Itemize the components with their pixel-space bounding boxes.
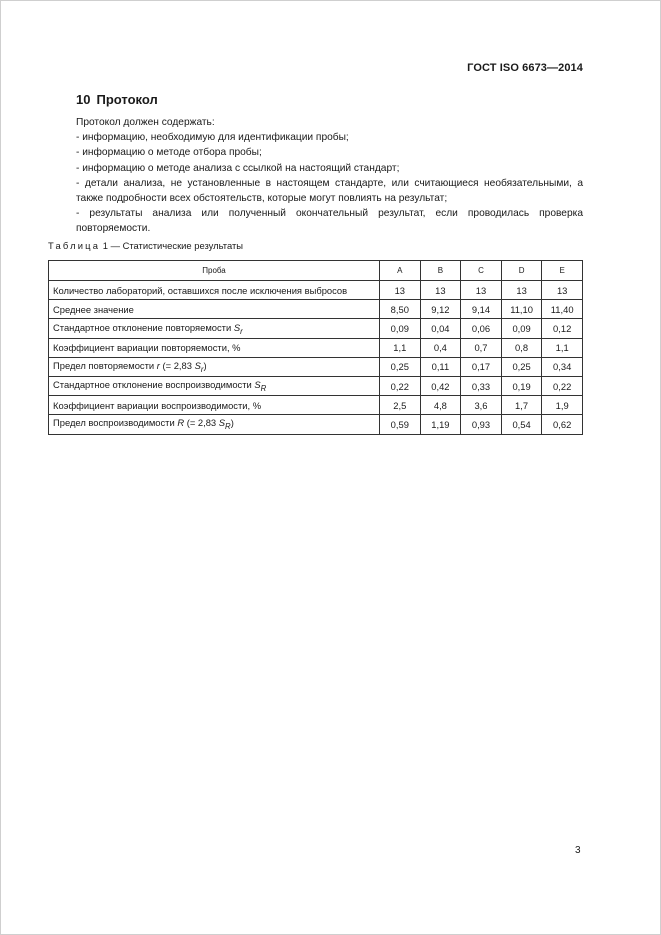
parameter-cell xyxy=(49,357,380,376)
list-item: - информацию о методе отбора пробы; xyxy=(76,147,262,159)
value-cell: 0,22 xyxy=(542,376,583,395)
value-cell: 1,19 xyxy=(420,415,461,434)
table-row xyxy=(49,281,583,300)
table-row xyxy=(49,300,583,319)
header-c: C xyxy=(461,261,502,281)
parameter-cell xyxy=(49,396,380,415)
parameter-cell xyxy=(49,338,380,357)
list-item: - результаты анализа или полученный окончательный результат, если проводилась проверка повторяемости. xyxy=(76,208,583,235)
value-cell: 0,11 xyxy=(420,357,461,376)
header-e: E xyxy=(542,261,583,281)
document-code: ГОСТ ISO 6673—2014 xyxy=(467,62,583,74)
value-cell: 0,59 xyxy=(380,415,421,434)
parameter-label: Коэффициент вариации повторяемости, % xyxy=(53,342,241,354)
parameter-label: Стандартное отклонение воспроизводимости xyxy=(53,379,252,391)
symbol-subscript: r xyxy=(240,326,243,336)
value-cell: 0,93 xyxy=(461,415,502,434)
header-a: A xyxy=(380,261,421,281)
list-item: - детали анализа, не установленные в настоящем стандарте, или считающиеся необязательными, а также подробности всех обстоятельств, которые могут повлиять на результат; xyxy=(76,177,583,205)
value-cell: 13 xyxy=(461,281,502,300)
formula-part: (= 2,83 xyxy=(162,359,192,371)
table-header-row xyxy=(49,261,583,281)
value-cell: 0,34 xyxy=(542,357,583,376)
section-body xyxy=(76,115,583,237)
value-cell: 1,1 xyxy=(542,338,583,357)
symbol: S xyxy=(233,321,241,333)
parameter-cell xyxy=(49,376,380,395)
table-row xyxy=(49,357,583,376)
value-cell: 0,54 xyxy=(501,415,542,434)
value-cell: 0,09 xyxy=(380,319,421,338)
value-cell: 1,7 xyxy=(501,396,542,415)
header-sample: Проба xyxy=(49,261,380,281)
symbol-subscript: r xyxy=(200,364,204,374)
symbol: S xyxy=(218,417,226,429)
value-cell: 4,8 xyxy=(420,396,461,415)
value-cell: 0,7 xyxy=(461,338,502,357)
symbol-subscript: R xyxy=(260,383,267,393)
parameter-cell xyxy=(49,300,380,319)
symbol: S xyxy=(254,379,261,391)
value-cell: 0,12 xyxy=(542,319,583,338)
formula-part: ) xyxy=(203,359,207,371)
value-cell: 13 xyxy=(420,281,461,300)
value-cell: 11,10 xyxy=(501,300,542,319)
value-cell: 1,9 xyxy=(542,396,583,415)
list-item: - информацию о методе анализа с ссылкой на настоящий стандарт; xyxy=(76,162,400,174)
header-d: D xyxy=(501,261,542,281)
value-cell: 13 xyxy=(542,281,583,300)
value-cell: 8,50 xyxy=(380,300,421,319)
statistics-table xyxy=(48,260,583,435)
formula-part: ) xyxy=(230,417,234,429)
header-b: B xyxy=(420,261,461,281)
value-cell: 3,6 xyxy=(461,396,502,415)
table-row xyxy=(49,396,583,415)
symbol: S xyxy=(194,359,201,371)
value-cell: 0,04 xyxy=(420,319,461,338)
value-cell: 0,06 xyxy=(461,319,502,338)
parameter-label: Предел воспроизводимости xyxy=(53,417,175,429)
list-item: - информацию, необходимую для идентификации пробы; xyxy=(76,132,349,144)
parameter-cell xyxy=(49,415,380,434)
section-title: Протокол xyxy=(96,92,158,107)
value-cell: 0,09 xyxy=(501,319,542,338)
value-cell: 0,25 xyxy=(380,357,421,376)
value-cell: 2,5 xyxy=(380,396,421,415)
table-row xyxy=(49,319,583,338)
parameter-label: Предел повторяемости xyxy=(53,359,155,371)
value-cell: 0,4 xyxy=(420,338,461,357)
table-row xyxy=(49,338,583,357)
value-cell: 9,12 xyxy=(420,300,461,319)
table-row xyxy=(49,415,583,434)
parameter-cell xyxy=(49,281,380,300)
parameter-label: Количество лабораторий, оставшихся после исключения выбросов xyxy=(53,284,348,296)
value-cell: 0,25 xyxy=(501,357,542,376)
parameter-label: Коэффициент вариации воспроизводимости, % xyxy=(53,399,262,411)
formula-part: (= 2,83 xyxy=(186,417,217,429)
symbol-subscript: R xyxy=(225,422,231,432)
symbol: r xyxy=(156,359,160,371)
table-caption-label: Таблица xyxy=(48,240,101,251)
value-cell: 0,8 xyxy=(501,338,542,357)
intro-paragraph: Протокол должен содержать: xyxy=(76,117,215,128)
symbol: R xyxy=(177,417,185,429)
section-heading xyxy=(76,92,158,107)
section-number: 10 xyxy=(76,92,91,107)
table-caption-text: 1 — Статистические результаты xyxy=(102,240,243,251)
page-number: 3 xyxy=(575,845,581,856)
value-cell: 0,33 xyxy=(461,376,502,395)
value-cell: 1,1 xyxy=(380,338,421,357)
table-body xyxy=(49,281,583,435)
parameter-label: Стандартное отклонение повторяемости xyxy=(53,321,232,333)
value-cell: 0,22 xyxy=(380,376,421,395)
value-cell: 0,42 xyxy=(420,376,461,395)
table-row xyxy=(49,376,583,395)
value-cell: 9,14 xyxy=(461,300,502,319)
value-cell: 11,40 xyxy=(542,300,583,319)
value-cell: 13 xyxy=(501,281,542,300)
value-cell: 13 xyxy=(380,281,421,300)
value-cell: 0,62 xyxy=(542,415,583,434)
value-cell: 0,17 xyxy=(461,357,502,376)
table-caption xyxy=(48,240,243,251)
parameter-cell xyxy=(49,319,380,338)
value-cell: 0,19 xyxy=(501,376,542,395)
parameter-label: Среднее значение xyxy=(53,303,134,315)
